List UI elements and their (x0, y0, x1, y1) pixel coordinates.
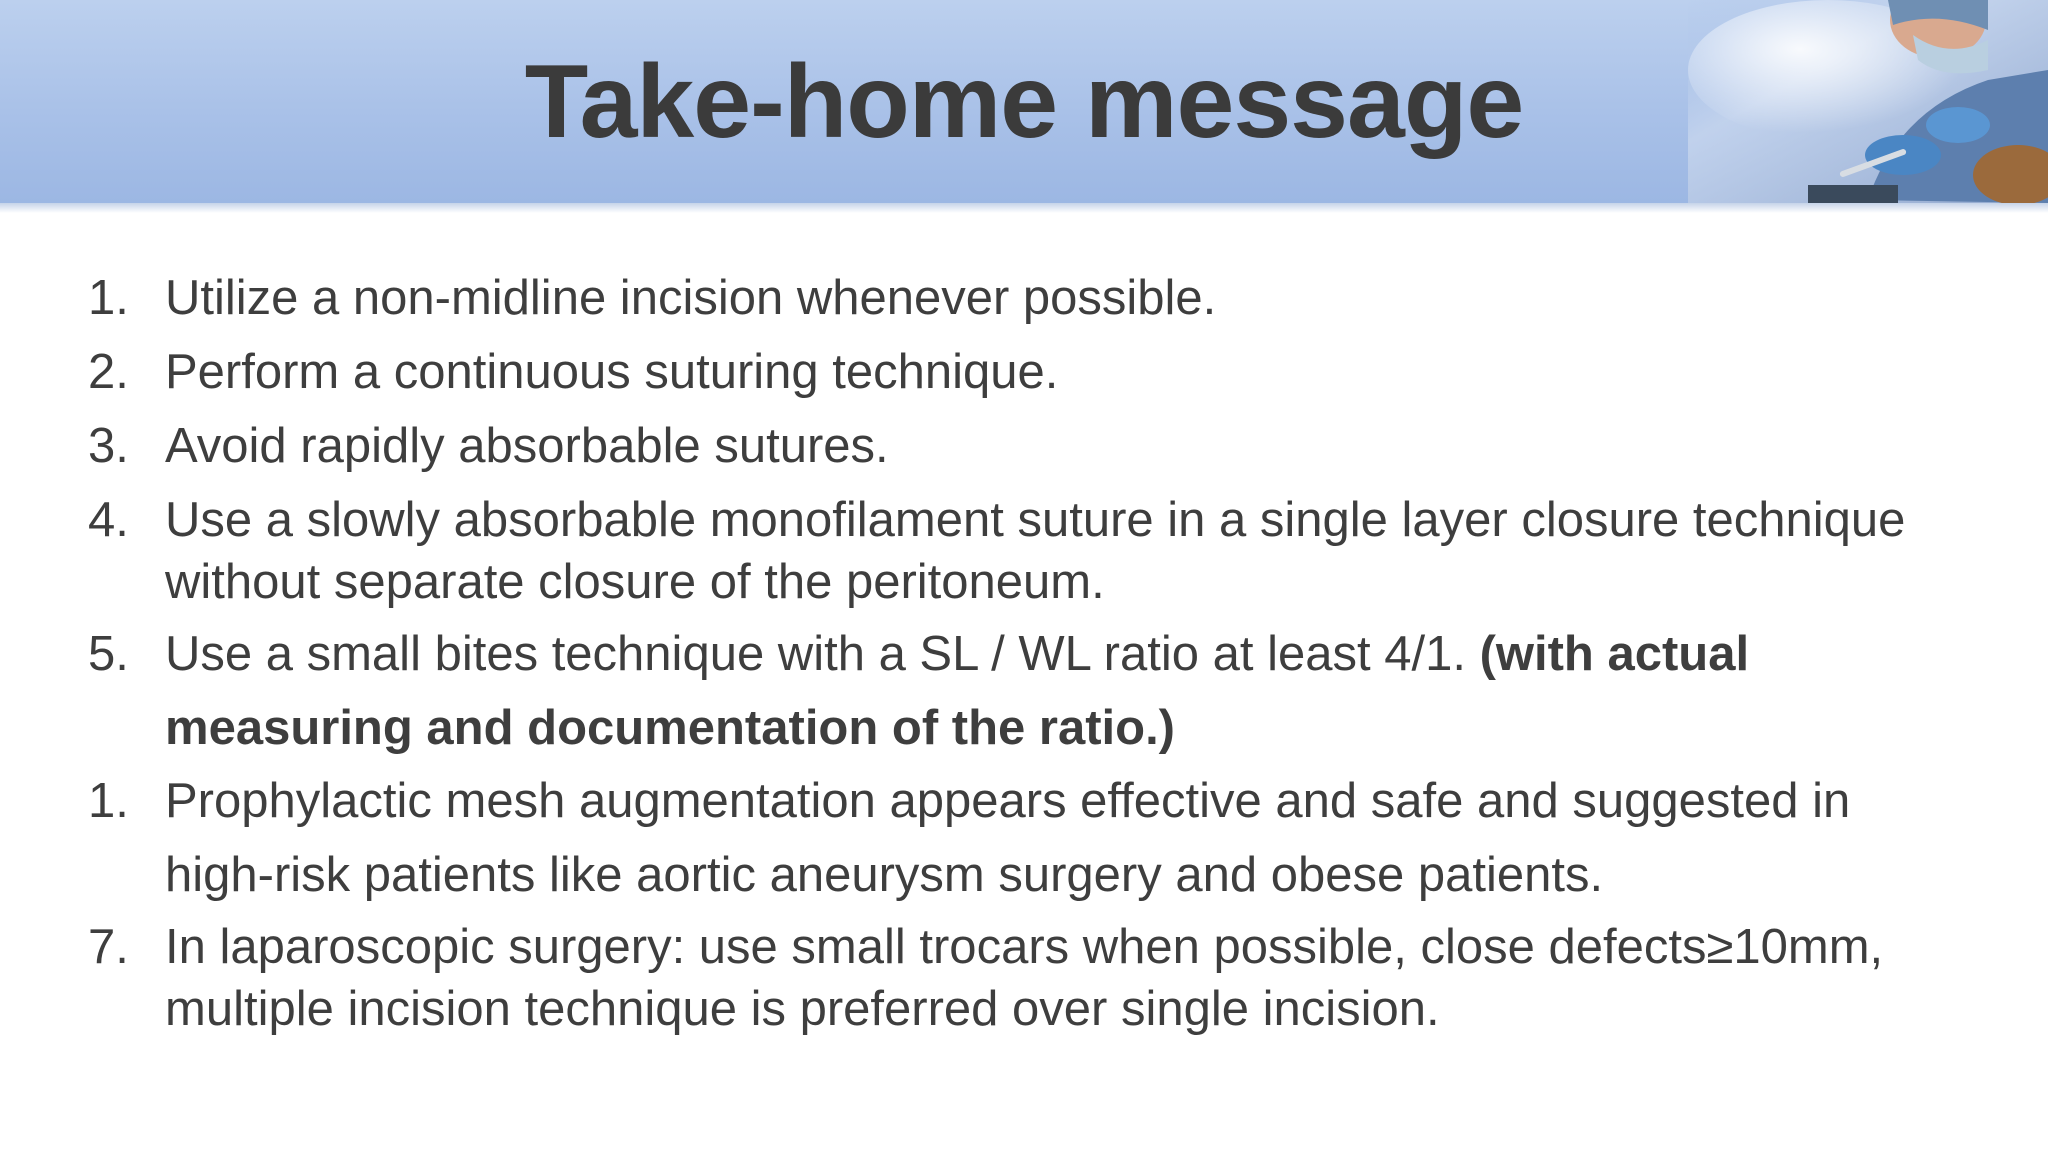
list-text (165, 916, 1995, 1040)
list-text-line: In laparoscopic surgery: use small trocars when possible, close defects≥10mm, (165, 920, 1884, 974)
list-text-line: high-risk patients like aortic aneurysm surgery and obese patients. (165, 848, 1604, 902)
list-text-line: without separate closure of the peritoneum. (165, 555, 1105, 609)
slide-title: Take-home message (524, 44, 1524, 160)
list-text: Avoid rapidly absorbable sutures. (165, 419, 889, 473)
list-text (165, 617, 1995, 765)
list-number: 2. (88, 345, 129, 399)
list-number: 1. (88, 271, 129, 325)
list-text-bold: measuring and documentation of the ratio.) (165, 701, 1176, 755)
list-number: 7. (88, 920, 129, 974)
list-number: 1. (88, 774, 129, 828)
list-text-bold: (with actual (1479, 627, 1750, 681)
list-text-line: multiple incision technique is preferred over single incision. (165, 982, 1440, 1036)
list-number: 3. (88, 419, 129, 473)
list-text (165, 764, 1995, 912)
list-text-line: Prophylactic mesh augmentation appears effective and safe and suggested in (165, 774, 1851, 828)
list-text-regular: Use a small bites technique with a SL / WL ratio at least 4/1. (165, 627, 1480, 681)
list-text: Utilize a non-midline incision whenever possible. (165, 271, 1217, 325)
list-number: 4. (88, 493, 129, 547)
list-text: Perform a continuous suturing technique. (165, 345, 1059, 399)
list-number: 5. (88, 627, 129, 681)
list-text-line: Use a slowly absorbable monofilament suture in a single layer closure technique (165, 493, 1906, 547)
list-text (165, 489, 1995, 613)
